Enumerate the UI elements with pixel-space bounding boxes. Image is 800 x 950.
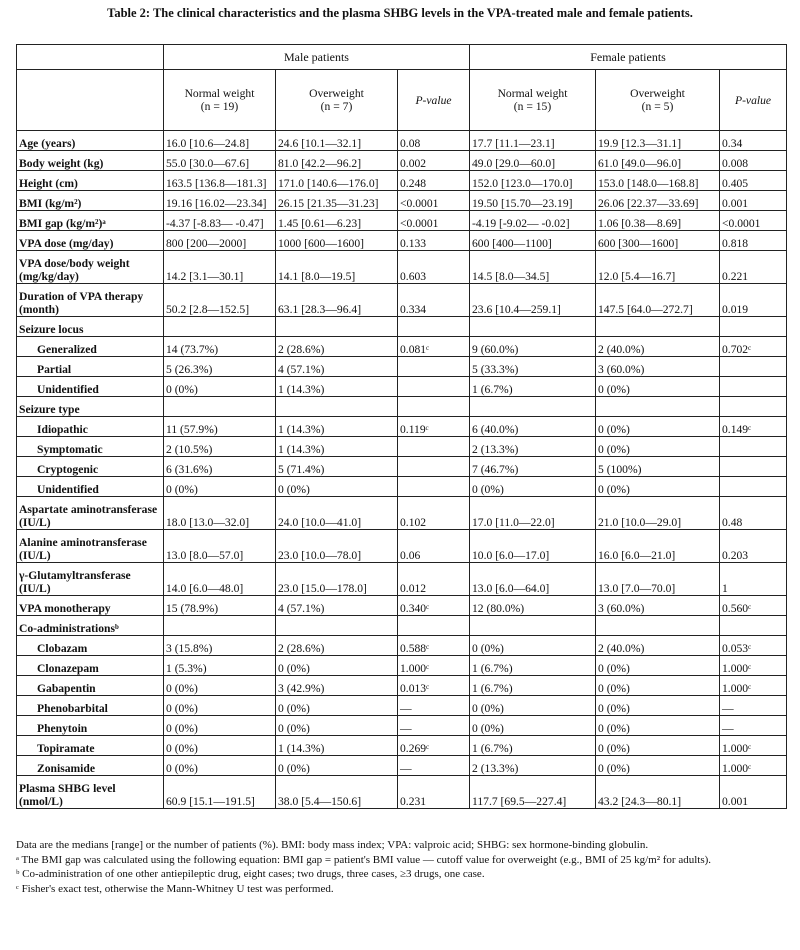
row-label: Zonisamide bbox=[17, 756, 164, 776]
value-cell: 5 (33.3%) bbox=[470, 357, 596, 377]
value-cell: 2 (10.5%) bbox=[164, 437, 276, 457]
value-cell bbox=[164, 317, 276, 337]
value-cell: 4 (57.1%) bbox=[276, 357, 398, 377]
p-value-cell: 0.702ᶜ bbox=[720, 337, 787, 357]
value-cell: 13.0 [7.0—70.0] bbox=[596, 563, 720, 596]
clinical-characteristics-table bbox=[16, 44, 787, 809]
value-cell: 13.0 [8.0—57.0] bbox=[164, 530, 276, 563]
p-value-cell: 0.334 bbox=[398, 284, 470, 317]
value-cell bbox=[276, 317, 398, 337]
value-cell: 26.06 [22.37—33.69] bbox=[596, 191, 720, 211]
row-label: Generalized bbox=[17, 337, 164, 357]
value-cell: 12 (80.0%) bbox=[470, 596, 596, 616]
value-cell: 0 (0%) bbox=[596, 736, 720, 756]
table-row bbox=[17, 676, 787, 696]
p-value-cell: 0.013ᶜ bbox=[398, 676, 470, 696]
table-title: Table 2: The clinical characteristics and the plasma SHBG levels in the VPA-treated male and female patients. bbox=[107, 6, 693, 20]
p-value-cell bbox=[398, 397, 470, 417]
p-value-cell bbox=[398, 377, 470, 397]
p-value-cell: 0.08 bbox=[398, 131, 470, 151]
table-row bbox=[17, 457, 787, 477]
value-cell bbox=[470, 616, 596, 636]
row-label: VPA dose (mg/day) bbox=[17, 231, 164, 251]
p-value-cell bbox=[398, 437, 470, 457]
table-row bbox=[17, 171, 787, 191]
value-cell: 3 (60.0%) bbox=[596, 596, 720, 616]
note-abbreviations: Data are the medians [range] or the number of patients (%). BMI: body mass index; VPA: valproic acid; SHBG: sex hormone-binding globulin. bbox=[16, 839, 649, 851]
table-row bbox=[17, 397, 787, 417]
p-value-cell: 0.019 bbox=[720, 284, 787, 317]
p-value-cell: <0.0001 bbox=[398, 191, 470, 211]
p-value-cell bbox=[398, 357, 470, 377]
value-cell: 3 (60.0%) bbox=[596, 357, 720, 377]
table-row bbox=[17, 696, 787, 716]
value-cell: 0 (0%) bbox=[164, 377, 276, 397]
p-value-cell: 0.818 bbox=[720, 231, 787, 251]
row-label: γ-Glutamyltransferase (IU/L) bbox=[17, 563, 164, 596]
p-value-cell bbox=[720, 477, 787, 497]
male-normal-weight-header bbox=[164, 70, 276, 131]
value-cell bbox=[164, 397, 276, 417]
p-value-cell bbox=[720, 317, 787, 337]
table-notes bbox=[16, 838, 786, 896]
value-cell: 18.0 [13.0—32.0] bbox=[164, 497, 276, 530]
p-value-cell: 0.405 bbox=[720, 171, 787, 191]
value-cell: 0 (0%) bbox=[164, 736, 276, 756]
header-n: (n = 5) bbox=[641, 100, 674, 113]
p-value-cell: 0.06 bbox=[398, 530, 470, 563]
header-n: (n = 19) bbox=[200, 100, 239, 113]
value-cell bbox=[470, 317, 596, 337]
p-value-cell bbox=[720, 457, 787, 477]
value-cell: 14.1 [8.0—19.5] bbox=[276, 251, 398, 284]
header-n: (n = 7) bbox=[320, 100, 353, 113]
value-cell: 81.0 [42.2—96.2] bbox=[276, 151, 398, 171]
p-value-cell: 0.001 bbox=[720, 191, 787, 211]
value-cell: 0 (0%) bbox=[470, 636, 596, 656]
value-cell: 13.0 [6.0—64.0] bbox=[470, 563, 596, 596]
p-value-cell: 0.221 bbox=[720, 251, 787, 284]
value-cell: 1 (6.7%) bbox=[470, 736, 596, 756]
female-overweight-header bbox=[596, 70, 720, 131]
p-value-cell: 0.149ᶜ bbox=[720, 417, 787, 437]
value-cell: 14.2 [3.1—30.1] bbox=[164, 251, 276, 284]
value-cell: 61.0 [49.0—96.0] bbox=[596, 151, 720, 171]
female-patients-header: Female patients bbox=[470, 45, 787, 70]
value-cell: 16.0 [10.6—24.8] bbox=[164, 131, 276, 151]
value-cell: 4 (57.1%) bbox=[276, 596, 398, 616]
value-cell: 0 (0%) bbox=[470, 477, 596, 497]
value-cell bbox=[470, 397, 596, 417]
value-cell: 147.5 [64.0—272.7] bbox=[596, 284, 720, 317]
table-row bbox=[17, 284, 787, 317]
row-label: Height (cm) bbox=[17, 171, 164, 191]
value-cell: 0 (0%) bbox=[596, 676, 720, 696]
value-cell: 2 (28.6%) bbox=[276, 636, 398, 656]
value-cell: 3 (42.9%) bbox=[276, 676, 398, 696]
value-cell: 117.7 [69.5—227.4] bbox=[470, 776, 596, 809]
value-cell: 7 (46.7%) bbox=[470, 457, 596, 477]
value-cell: 0 (0%) bbox=[164, 756, 276, 776]
value-cell: 49.0 [29.0—60.0] bbox=[470, 151, 596, 171]
value-cell: 5 (26.3%) bbox=[164, 357, 276, 377]
value-cell: 26.15 [21.35—31.23] bbox=[276, 191, 398, 211]
value-cell: 171.0 [140.6—176.0] bbox=[276, 171, 398, 191]
row-label: Seizure type bbox=[17, 397, 164, 417]
value-cell: 0 (0%) bbox=[596, 656, 720, 676]
table-row bbox=[17, 563, 787, 596]
value-cell: 0 (0%) bbox=[164, 676, 276, 696]
p-value-cell bbox=[398, 616, 470, 636]
value-cell: 0 (0%) bbox=[276, 477, 398, 497]
p-value-cell: 0.603 bbox=[398, 251, 470, 284]
row-label: Symptomatic bbox=[17, 437, 164, 457]
value-cell: 2 (13.3%) bbox=[470, 756, 596, 776]
table-row bbox=[17, 596, 787, 616]
p-value-cell: 0.102 bbox=[398, 497, 470, 530]
value-cell: 24.6 [10.1—32.1] bbox=[276, 131, 398, 151]
row-label: Clobazam bbox=[17, 636, 164, 656]
row-label: Unidentified bbox=[17, 477, 164, 497]
row-label: Gabapentin bbox=[17, 676, 164, 696]
value-cell: 1 (14.3%) bbox=[276, 437, 398, 457]
value-cell: 800 [200—2000] bbox=[164, 231, 276, 251]
p-value-cell: — bbox=[720, 716, 787, 736]
value-cell: 23.6 [10.4—259.1] bbox=[470, 284, 596, 317]
row-label: Co-administrationsᵇ bbox=[17, 616, 164, 636]
row-label: Clonazepam bbox=[17, 656, 164, 676]
value-cell bbox=[276, 616, 398, 636]
value-cell: 19.16 [16.02—23.34] bbox=[164, 191, 276, 211]
value-cell: 17.0 [11.0—22.0] bbox=[470, 497, 596, 530]
table-row bbox=[17, 317, 787, 337]
value-cell: 38.0 [5.4—150.6] bbox=[276, 776, 398, 809]
row-label: BMI gap (kg/m²)ᵃ bbox=[17, 211, 164, 231]
table-row bbox=[17, 776, 787, 809]
p-value-cell: 0.001 bbox=[720, 776, 787, 809]
table-row bbox=[17, 437, 787, 457]
table-row bbox=[17, 191, 787, 211]
table-row bbox=[17, 357, 787, 377]
value-cell: 152.0 [123.0—170.0] bbox=[470, 171, 596, 191]
value-cell: 43.2 [24.3—80.1] bbox=[596, 776, 720, 809]
value-cell bbox=[596, 317, 720, 337]
p-value-cell: — bbox=[720, 696, 787, 716]
p-value-cell: 0.008 bbox=[720, 151, 787, 171]
table-row bbox=[17, 211, 787, 231]
label-header-cell bbox=[17, 70, 164, 131]
female-p-value-header: P-value bbox=[720, 70, 787, 131]
p-value-cell bbox=[720, 437, 787, 457]
p-value-cell: 0.203 bbox=[720, 530, 787, 563]
table-row bbox=[17, 616, 787, 636]
value-cell: 1 (5.3%) bbox=[164, 656, 276, 676]
note-a: ᵃ The BMI gap was calculated using the following equation: BMI gap = patient's BMI value — cutoff value for overweight (e.g., BMI of 25 kg/m² for adults). bbox=[16, 853, 712, 866]
value-cell: 0 (0%) bbox=[596, 417, 720, 437]
corner-cell bbox=[17, 45, 164, 70]
value-cell: 0 (0%) bbox=[596, 477, 720, 497]
value-cell: 163.5 [136.8—181.3] bbox=[164, 171, 276, 191]
p-value-cell: 1.000ᶜ bbox=[720, 676, 787, 696]
row-label: Phenobarbital bbox=[17, 696, 164, 716]
value-cell: 0 (0%) bbox=[276, 756, 398, 776]
value-cell: 2 (40.0%) bbox=[596, 636, 720, 656]
row-label: Idiopathic bbox=[17, 417, 164, 437]
table-row bbox=[17, 530, 787, 563]
row-label: Phenytoin bbox=[17, 716, 164, 736]
value-cell: -4.37 [-8.83— -0.47] bbox=[164, 211, 276, 231]
p-value-cell: 0.081ᶜ bbox=[398, 337, 470, 357]
table-row bbox=[17, 736, 787, 756]
value-cell: 600 [400—1100] bbox=[470, 231, 596, 251]
table-row bbox=[17, 656, 787, 676]
value-cell: 60.9 [15.1—191.5] bbox=[164, 776, 276, 809]
value-cell: 0 (0%) bbox=[596, 437, 720, 457]
value-cell: 5 (100%) bbox=[596, 457, 720, 477]
p-value-cell bbox=[720, 377, 787, 397]
value-cell: 2 (40.0%) bbox=[596, 337, 720, 357]
p-value-cell: — bbox=[398, 756, 470, 776]
value-cell: 1 (6.7%) bbox=[470, 377, 596, 397]
value-cell: 600 [300—1600] bbox=[596, 231, 720, 251]
value-cell: 21.0 [10.0—29.0] bbox=[596, 497, 720, 530]
p-value-cell: 0.588ᶜ bbox=[398, 636, 470, 656]
group-header-row bbox=[17, 45, 787, 70]
p-value-cell: 0.248 bbox=[398, 171, 470, 191]
value-cell: 153.0 [148.0—168.8] bbox=[596, 171, 720, 191]
row-label: VPA monotherapy bbox=[17, 596, 164, 616]
table-row bbox=[17, 377, 787, 397]
value-cell: 0 (0%) bbox=[276, 716, 398, 736]
male-overweight-header bbox=[276, 70, 398, 131]
value-cell: 0 (0%) bbox=[596, 377, 720, 397]
header-text: Overweight bbox=[309, 87, 364, 100]
value-cell: 0 (0%) bbox=[470, 716, 596, 736]
table-row bbox=[17, 231, 787, 251]
row-label: Topiramate bbox=[17, 736, 164, 756]
value-cell: 0 (0%) bbox=[276, 656, 398, 676]
value-cell: 1 (14.3%) bbox=[276, 736, 398, 756]
value-cell: 0 (0%) bbox=[276, 696, 398, 716]
p-value-cell: 1.000ᶜ bbox=[398, 656, 470, 676]
value-cell: -4.19 [-9.02— -0.02] bbox=[470, 211, 596, 231]
table-row bbox=[17, 756, 787, 776]
value-cell: 2 (28.6%) bbox=[276, 337, 398, 357]
value-cell: 9 (60.0%) bbox=[470, 337, 596, 357]
header-n: (n = 15) bbox=[513, 100, 552, 113]
value-cell: 15 (78.9%) bbox=[164, 596, 276, 616]
table-row bbox=[17, 636, 787, 656]
p-value-cell: 0.48 bbox=[720, 497, 787, 530]
value-cell: 0 (0%) bbox=[470, 696, 596, 716]
p-value-cell: 0.053ᶜ bbox=[720, 636, 787, 656]
note-c: ᶜ Fisher's exact test, otherwise the Mann-Whitney U test was performed. bbox=[16, 882, 334, 895]
value-cell: 0 (0%) bbox=[596, 696, 720, 716]
value-cell: 14.0 [6.0—48.0] bbox=[164, 563, 276, 596]
p-value-cell: 1.000ᶜ bbox=[720, 736, 787, 756]
p-value-cell: — bbox=[398, 716, 470, 736]
row-label: Seizure locus bbox=[17, 317, 164, 337]
table-row bbox=[17, 417, 787, 437]
p-value-cell: 0.560ᶜ bbox=[720, 596, 787, 616]
male-p-value-header: P-value bbox=[398, 70, 470, 131]
header-text: Normal weight bbox=[497, 87, 568, 100]
p-value-cell bbox=[398, 457, 470, 477]
value-cell: 12.0 [5.4—16.7] bbox=[596, 251, 720, 284]
p-value-cell: 0.133 bbox=[398, 231, 470, 251]
p-value-cell bbox=[720, 357, 787, 377]
p-value-cell: 0.34 bbox=[720, 131, 787, 151]
row-label: Unidentified bbox=[17, 377, 164, 397]
column-header-row bbox=[17, 70, 787, 131]
value-cell: 50.2 [2.8—152.5] bbox=[164, 284, 276, 317]
row-label: Partial bbox=[17, 357, 164, 377]
table-row bbox=[17, 131, 787, 151]
value-cell: 14 (73.7%) bbox=[164, 337, 276, 357]
value-cell: 1 (6.7%) bbox=[470, 676, 596, 696]
value-cell: 1.45 [0.61—6.23] bbox=[276, 211, 398, 231]
value-cell: 19.9 [12.3—31.1] bbox=[596, 131, 720, 151]
value-cell: 1.06 [0.38—8.69] bbox=[596, 211, 720, 231]
value-cell: 0 (0%) bbox=[164, 696, 276, 716]
row-label: Body weight (kg) bbox=[17, 151, 164, 171]
p-value-cell: 0.340ᶜ bbox=[398, 596, 470, 616]
row-label: Aspartate aminotransferase (IU/L) bbox=[17, 497, 164, 530]
row-label: Plasma SHBG level (nmol/L) bbox=[17, 776, 164, 809]
value-cell: 1 (14.3%) bbox=[276, 377, 398, 397]
p-value-cell bbox=[720, 616, 787, 636]
p-value-cell: 1.000ᶜ bbox=[720, 656, 787, 676]
value-cell: 23.0 [15.0—178.0] bbox=[276, 563, 398, 596]
row-label: Alanine aminotransferase (IU/L) bbox=[17, 530, 164, 563]
value-cell: 3 (15.8%) bbox=[164, 636, 276, 656]
p-value-cell: 0.119ᶜ bbox=[398, 417, 470, 437]
p-value-cell bbox=[398, 317, 470, 337]
value-cell: 6 (40.0%) bbox=[470, 417, 596, 437]
value-cell: 0 (0%) bbox=[164, 716, 276, 736]
table-row bbox=[17, 477, 787, 497]
p-value-cell: <0.0001 bbox=[398, 211, 470, 231]
value-cell: 14.5 [8.0—34.5] bbox=[470, 251, 596, 284]
p-value-cell: — bbox=[398, 696, 470, 716]
row-label: Duration of VPA therapy (month) bbox=[17, 284, 164, 317]
value-cell: 55.0 [30.0—67.6] bbox=[164, 151, 276, 171]
value-cell: 17.7 [11.1—23.1] bbox=[470, 131, 596, 151]
p-value-cell: 0.269ᶜ bbox=[398, 736, 470, 756]
value-cell bbox=[164, 616, 276, 636]
table-row bbox=[17, 497, 787, 530]
value-cell: 1000 [600—1600] bbox=[276, 231, 398, 251]
p-value-cell: 0.231 bbox=[398, 776, 470, 809]
row-label: VPA dose/body weight (mg/kg/day) bbox=[17, 251, 164, 284]
value-cell: 11 (57.9%) bbox=[164, 417, 276, 437]
p-value-cell: 0.012 bbox=[398, 563, 470, 596]
value-cell bbox=[596, 397, 720, 417]
table-row bbox=[17, 337, 787, 357]
p-value-cell bbox=[398, 477, 470, 497]
value-cell: 1 (14.3%) bbox=[276, 417, 398, 437]
value-cell: 1 (6.7%) bbox=[470, 656, 596, 676]
value-cell: 23.0 [10.0—78.0] bbox=[276, 530, 398, 563]
note-b: ᵇ Co-administration of one other antiepileptic drug, eight cases; two drugs, three cases, ≥3 drugs, one case. bbox=[16, 868, 485, 880]
header-text: Normal weight bbox=[184, 87, 255, 100]
value-cell: 5 (71.4%) bbox=[276, 457, 398, 477]
table-row bbox=[17, 716, 787, 736]
value-cell: 63.1 [28.3—96.4] bbox=[276, 284, 398, 317]
table-body bbox=[17, 131, 787, 809]
value-cell: 0 (0%) bbox=[164, 477, 276, 497]
female-normal-weight-header bbox=[470, 70, 596, 131]
value-cell: 6 (31.6%) bbox=[164, 457, 276, 477]
row-label: BMI (kg/m²) bbox=[17, 191, 164, 211]
male-patients-header: Male patients bbox=[164, 45, 470, 70]
p-value-cell: 1.000ᶜ bbox=[720, 756, 787, 776]
value-cell: 10.0 [6.0—17.0] bbox=[470, 530, 596, 563]
value-cell: 16.0 [6.0—21.0] bbox=[596, 530, 720, 563]
p-value-cell: <0.0001 bbox=[720, 211, 787, 231]
value-cell: 2 (13.3%) bbox=[470, 437, 596, 457]
value-cell bbox=[276, 397, 398, 417]
table-row bbox=[17, 151, 787, 171]
value-cell: 24.0 [10.0—41.0] bbox=[276, 497, 398, 530]
header-text: Overweight bbox=[630, 87, 685, 100]
value-cell bbox=[596, 616, 720, 636]
value-cell: 0 (0%) bbox=[596, 756, 720, 776]
value-cell: 0 (0%) bbox=[596, 716, 720, 736]
value-cell: 19.50 [15.70—23.19] bbox=[470, 191, 596, 211]
p-value-cell: 1 bbox=[720, 563, 787, 596]
p-value-cell bbox=[720, 397, 787, 417]
row-label: Cryptogenic bbox=[17, 457, 164, 477]
row-label: Age (years) bbox=[17, 131, 164, 151]
table-row bbox=[17, 251, 787, 284]
p-value-cell: 0.002 bbox=[398, 151, 470, 171]
